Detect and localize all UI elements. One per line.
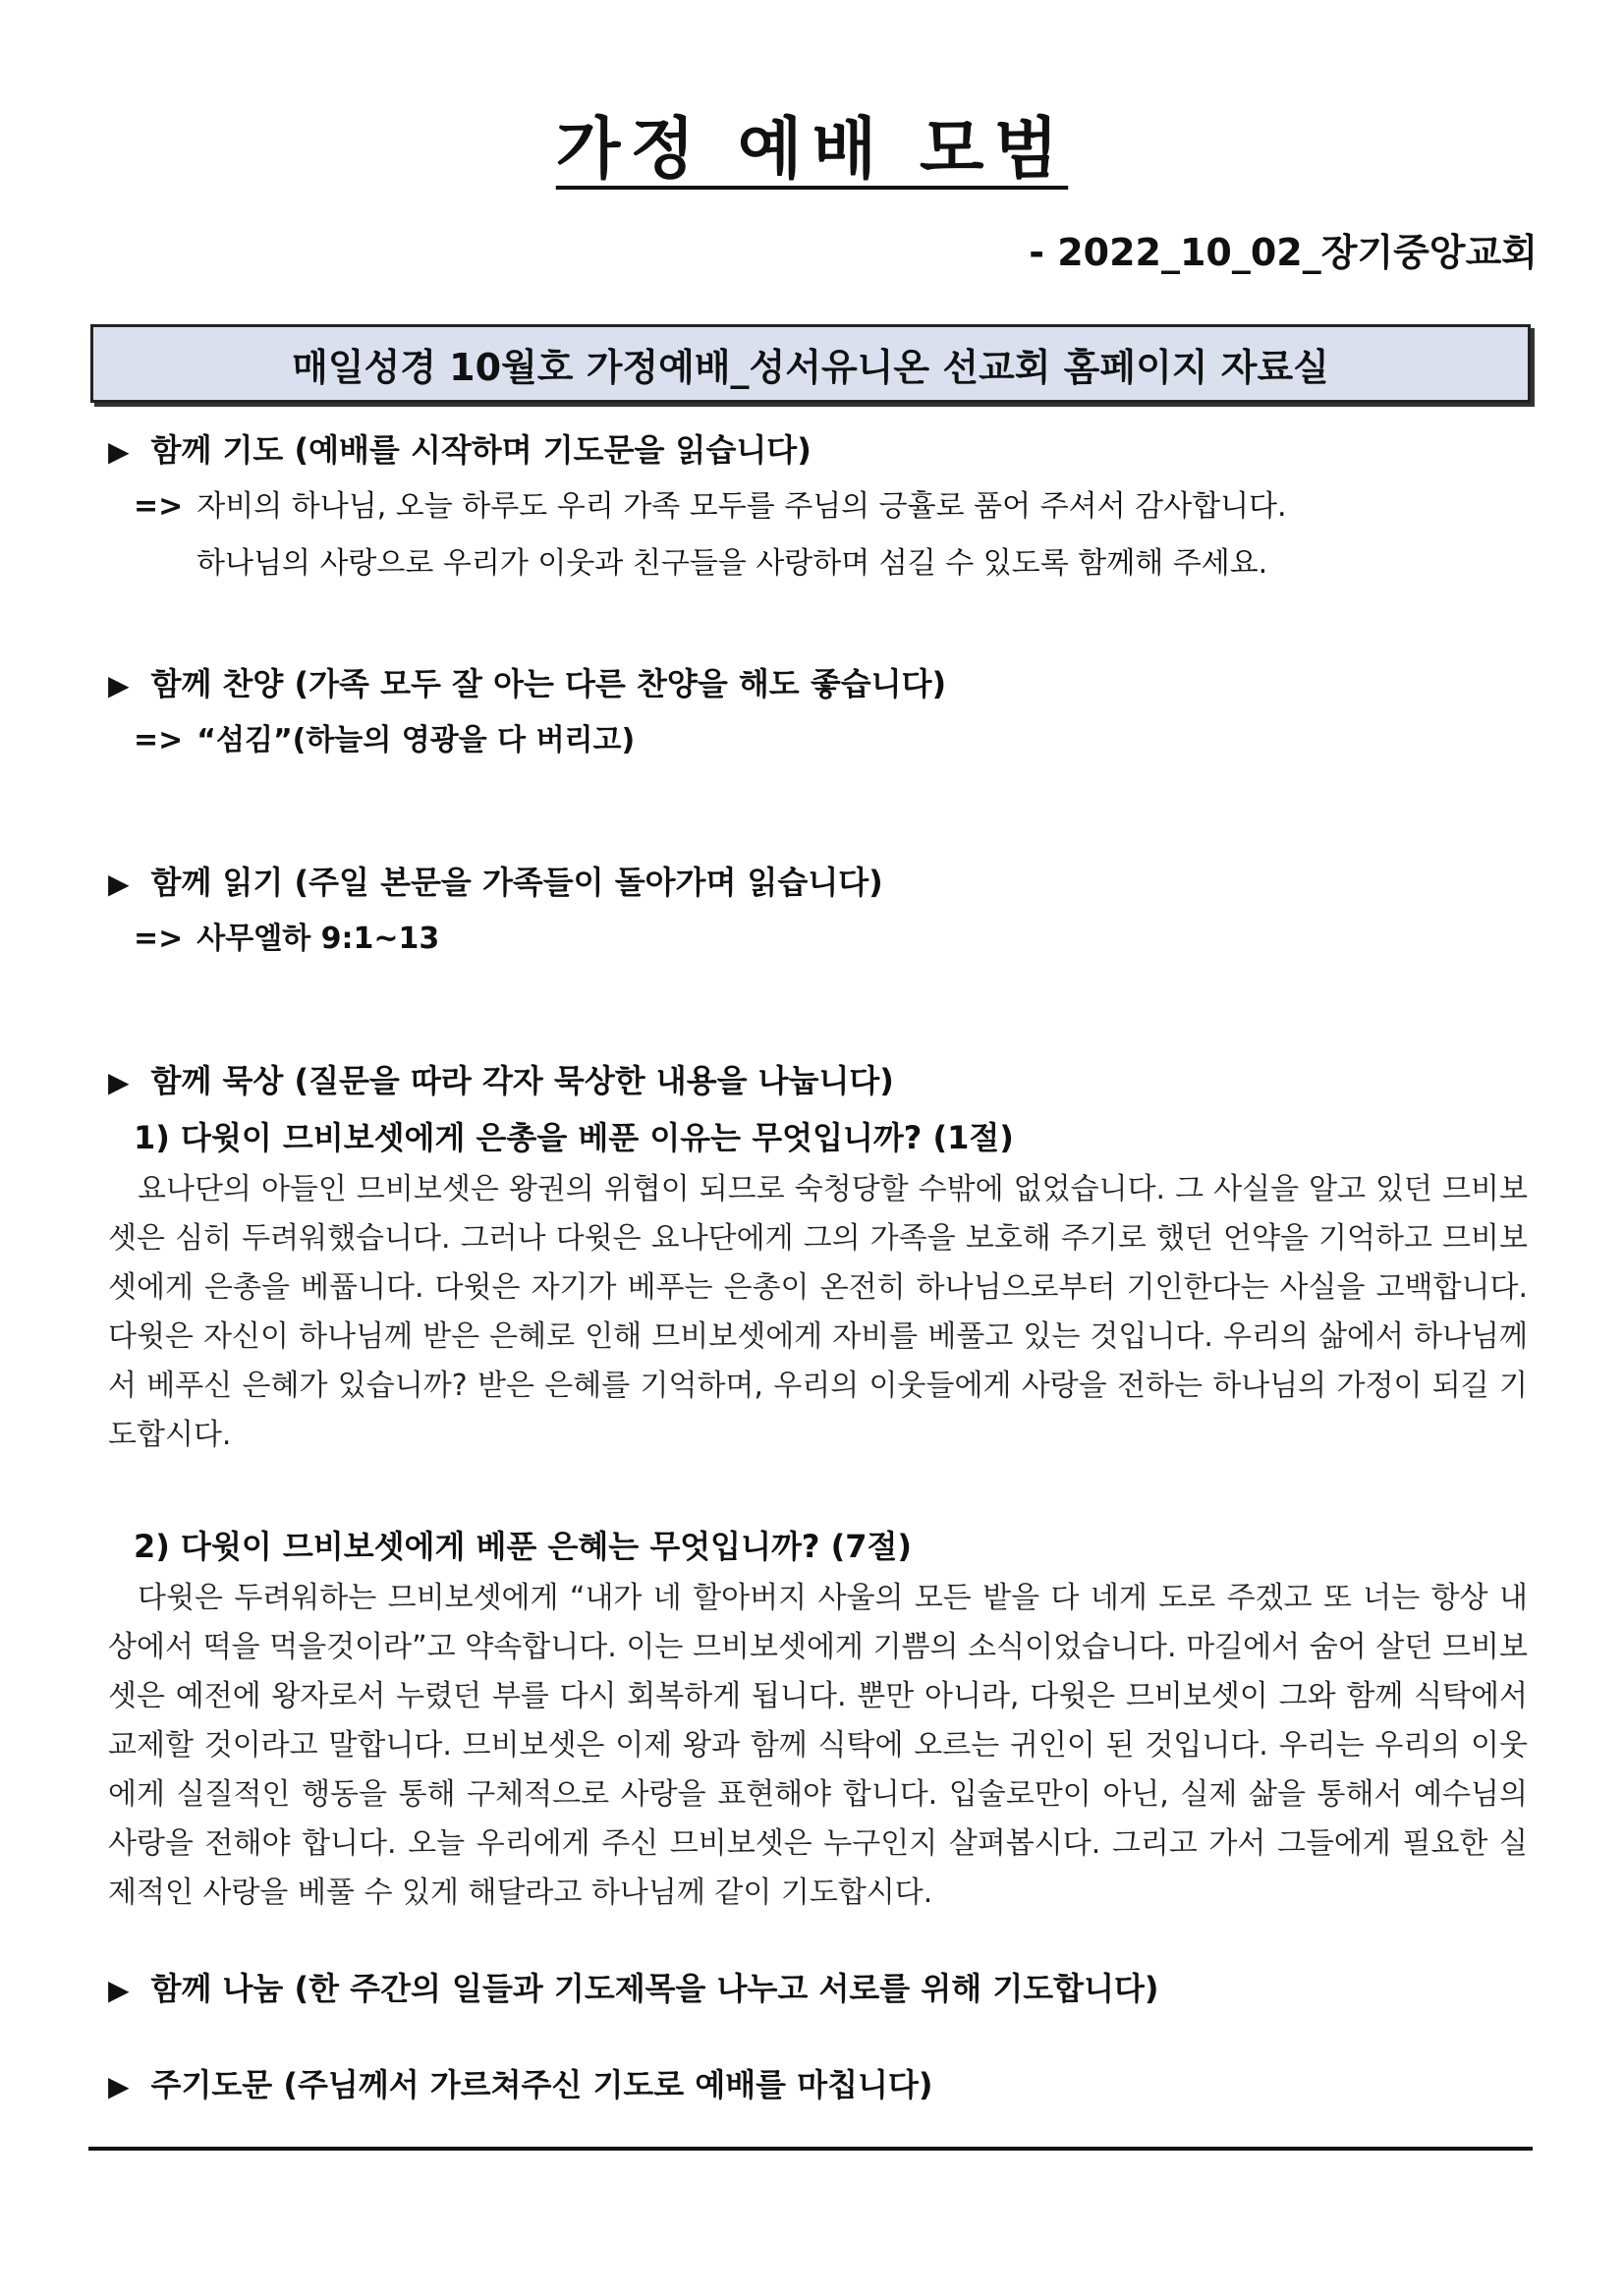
question-2: 2) 다윗이 므비보셋에게 베푼 은혜는 무엇입니까? (7절) [134, 1528, 913, 1565]
bullet-icon: ▶ [108, 1066, 130, 1098]
banner-text: 매일성경 10월호 가정예배_성서유니온 선교회 홈페이지 자료실 [292, 345, 1329, 389]
section-prayer [108, 422, 1528, 593]
prayer-text: => 자비의 하나님, 오늘 하루도 우리 가족 모두를 주님의 긍휼로 품어 주셔서 감사합니다. [134, 489, 1287, 524]
section-heading: ▶ 주기도문 (주님께서 가르쳐주신 기도로 예배를 마칩니다) [108, 2066, 933, 2103]
section-heading: ▶ 함께 기도 (예배를 시작하며 기도문을 읽습니다) [108, 431, 812, 469]
arrow-marker: => [134, 922, 184, 956]
section-reading [108, 855, 1528, 967]
section-praise [108, 656, 1528, 768]
arrow-marker: => [134, 723, 184, 757]
bullet-icon: ▶ [108, 435, 130, 468]
scripture-reference: => 사무엘하 9:1~13 [134, 922, 440, 956]
answer-2: 다윗은 두려워하는 므비보셋에게 “내가 네 할아버지 사울의 모든 밭을 다 네게 도로 주겠고 또 너는 항상 내 상에서 떡을 먹을것이라”고 약속합니다. 이는 므비보셋에게 기쁨의 소식이었습니다. 마길에서 숨어 살던 므비보셋은 예전에 왕자로서 누렸던 부를 다시 회복하게 됩니다. 뿐만 아니라, 다윗은 므비보셋이 그와 함께 식탁에서 교제할 것이라고 말합니다. 므비보셋은 이제 왕과 함께 식탁에 오르는 귀인이 된 것입니다. 우리는 우리의 이웃에게 실질적인 행동을 통해 구체적으로 사랑을 표현해야 합니다. 입술로만이 아닌, 실제 삶을 통해서 예수님의 사랑을 전해야 합니다. 오늘 우리에게 주신 므비보셋은 누구인지 살펴봅시다. 그리고 가서 그들에게 필요한 실제적인 사랑을 베풀 수 있게 해달라고 하나님께 같이 기도합시다. [108, 1581, 1528, 1910]
page-title: 가정 예배 모범 [555, 111, 1069, 189]
bottom-divider [88, 2147, 1533, 2151]
section-heading: ▶ 함께 읽기 (주일 본문을 가족들이 돌아가며 읽습니다) [108, 864, 883, 901]
question-1: 1) 다윗이 므비보셋에게 은총을 베푼 이유는 무엇입니까? (1절) [134, 1119, 1014, 1156]
arrow-marker: => [134, 489, 184, 524]
answer-1: 요나단의 아들인 므비보셋은 왕권의 위협이 되므로 숙청당할 수밖에 없었습니다. 그 사실을 알고 있던 므비보셋은 심히 두려워했습니다. 그러나 다윗은 요나단에게 그의 가족을 보호해 주기로 했던 언약을 기억하고 므비보셋에게 은총을 베풉니다. 다윗은 자기가 베푸는 은총이 온전히 하나님으로부터 기인한다는 사실을 고백합니다. 다윗은 자신이 하나님께 받은 은혜로 인해 므비보셋에게 자비를 베풀고 있는 것입니다. 우리의 삶에서 하나님께서 베푸신 은혜가 있습니까? 받은 은혜를 기억하며, 우리의 이웃들에게 사랑을 전하는 하나님의 가정이 되길 기도합시다. [108, 1172, 1528, 1452]
section-sharing [108, 1961, 1528, 2018]
bullet-icon: ▶ [108, 669, 130, 701]
source-banner [90, 324, 1531, 403]
prayer-text-continued: 하나님의 사랑으로 우리가 이웃과 친구들을 사랑하며 섬길 수 있도록 함께해 주세요. [196, 546, 1268, 581]
bullet-icon: ▶ [108, 2070, 130, 2102]
date-church-line: - 2022_10_02_장기중앙교회 [1029, 231, 1538, 274]
section-lords-prayer [108, 2057, 1528, 2114]
section-heading: ▶ 함께 찬양 (가족 모두 잘 아는 다른 찬양을 해도 좋습니다) [108, 665, 947, 702]
section-heading: ▶ 함께 나눔 (한 주간의 일들과 기도제목을 나누고 서로를 위해 기도합니다) [108, 1970, 1159, 2007]
bullet-icon: ▶ [108, 868, 130, 900]
section-heading: ▶ 함께 묵상 (질문을 따라 각자 묵상한 내용을 나눕니다) [108, 1062, 894, 1099]
hymn-title: => “섬김”(하늘의 영광을 다 버리고) [134, 723, 636, 757]
worship-guide [108, 422, 1528, 2114]
section-meditation [108, 1053, 1528, 1918]
bullet-icon: ▶ [108, 1974, 130, 2006]
